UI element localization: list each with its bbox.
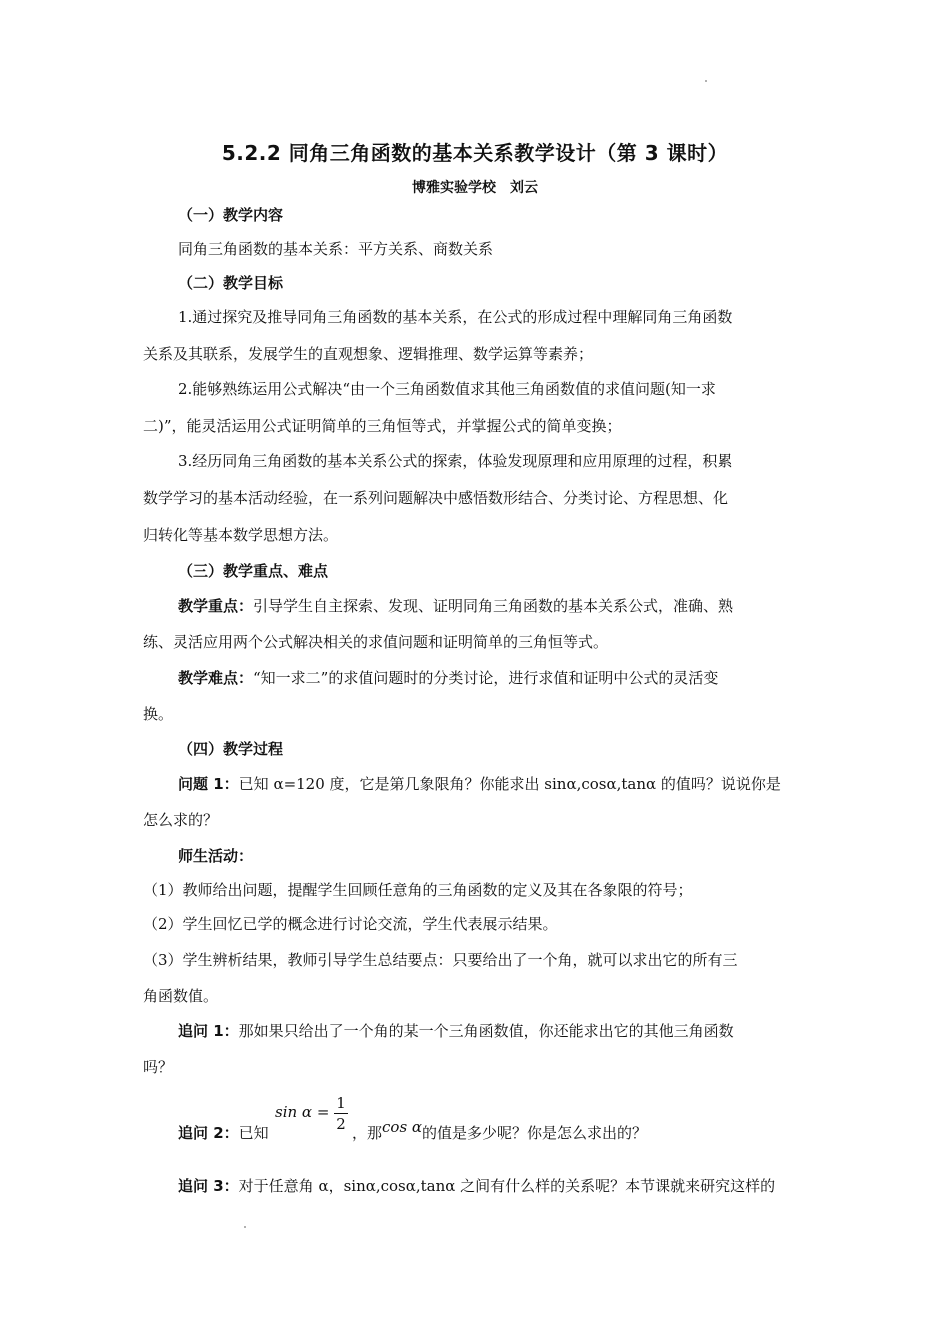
focus-label: 教学重点： xyxy=(178,597,254,615)
goal-1-line-1: 1.通过探究及推导同角三角函数的基本关系，在公式的形成过程中理解同角三角函数 xyxy=(178,308,733,326)
followup-2-pre: 已知 xyxy=(238,1124,269,1142)
followup-3-text: 对于任意角 α，sinα,cosα,tanα 之间有什么样的关系呢？本节课就来研究这样的 xyxy=(238,1177,776,1195)
activity-item-1: （1）教师给出问题，提醒学生回顾任意角的三角函数的定义及其在各象限的符号； xyxy=(143,881,693,899)
formula-fraction xyxy=(334,1094,348,1133)
fraction-bar xyxy=(334,1113,348,1114)
goal-3-line-1: 3.经历同角三角函数的基本关系公式的探索，体验发现原理和应用原理的过程，积累 xyxy=(178,452,733,470)
followup-1-text: 那如果只给出了一个角的某一个三角函数值，你还能求出它的其他三角函数 xyxy=(238,1022,734,1040)
followup-2-post: 的值是多少呢？你是怎么求出的？ xyxy=(422,1124,648,1142)
question-1-text: 已知 α=120 度，它是第几象限角？你能求出 sinα,cosα,tanα 的值吗？说说你是 xyxy=(238,775,781,793)
goal-1-line-2: 关系及其联系，发展学生的直观想象、逻辑推理、数学运算等素养； xyxy=(143,345,594,363)
followup-1-line-1 xyxy=(178,1021,734,1041)
difficulty-line-1 xyxy=(178,668,718,688)
followup-1-label: 追问 1： xyxy=(178,1022,239,1040)
followup-2-mid: ，那 xyxy=(352,1124,383,1142)
question-1-label: 问题 1： xyxy=(178,775,239,793)
fraction-numerator: 1 xyxy=(336,1094,346,1112)
goal-2-line-1: 2.能够熟练运用公式解决“由一个三角函数值求其他三角函数值的求值问题(知一求 xyxy=(178,380,716,398)
formula-sin-alpha: sin α = xyxy=(275,1103,330,1121)
focus-line-1 xyxy=(178,596,733,616)
goal-2-line-2: 二)”，能灵活运用公式证明简单的三角恒等式，并掌握公式的简单变换； xyxy=(143,417,622,435)
section-heading-goals: （二）教学目标 xyxy=(178,274,284,292)
activity-item-3-line-1: （3）学生辨析结果，教师引导学生总结要点：只要给出了一个角，就可以求出它的所有三 xyxy=(143,951,738,969)
author-line: 博雅实验学校 刘云 xyxy=(412,180,538,196)
formula-cos-alpha: cos α xyxy=(382,1118,423,1136)
goal-3-line-3: 归转化等基本数学思想方法。 xyxy=(143,526,339,544)
activity-item-3-line-2: 角函数值。 xyxy=(143,987,219,1005)
section-heading-keypoints: （三）教学重点、难点 xyxy=(178,562,329,580)
bottom-mark xyxy=(244,1226,246,1228)
corner-mark xyxy=(705,80,707,82)
question-1-line-2: 怎么求的？ xyxy=(143,811,219,829)
question-1-line-1 xyxy=(178,774,781,794)
fraction-denominator: 2 xyxy=(336,1115,346,1133)
followup-3-line-1 xyxy=(178,1176,775,1196)
difficulty-line-2: 换。 xyxy=(143,705,174,723)
followup-2-label: 追问 2： xyxy=(178,1124,239,1142)
goal-3-line-2: 数学学习的基本活动经验，在一系列问题解决中感悟数形结合、分类讨论、方程思想、化 xyxy=(143,489,729,507)
followup-1-line-2: 吗？ xyxy=(143,1058,174,1076)
followup-2-line-end xyxy=(352,1118,648,1143)
difficulty-text: “知一求二”的求值问题时的分类讨论，进行求值和证明中公式的灵活变 xyxy=(253,669,719,687)
section-heading-content: （一）教学内容 xyxy=(178,206,284,224)
content-text: 同角三角函数的基本关系：平方关系、商数关系 xyxy=(178,240,494,258)
difficulty-label: 教学难点： xyxy=(178,669,254,687)
section-heading-process: （四）教学过程 xyxy=(178,740,284,758)
activity-label: 师生活动： xyxy=(178,847,254,865)
activity-item-2: （2）学生回忆已学的概念进行讨论交流，学生代表展示结果。 xyxy=(143,915,558,933)
followup-2-line-start xyxy=(178,1123,269,1143)
document-title: 5.2.2 同角三角函数的基本关系教学设计（第 3 课时） xyxy=(221,141,729,165)
focus-line-2: 练、灵活应用两个公式解决相关的求值问题和证明简单的三角恒等式。 xyxy=(143,633,609,651)
focus-text: 引导学生自主探索、发现、证明同角三角函数的基本关系公式，准确、熟 xyxy=(253,597,734,615)
followup-3-label: 追问 3： xyxy=(178,1177,239,1195)
